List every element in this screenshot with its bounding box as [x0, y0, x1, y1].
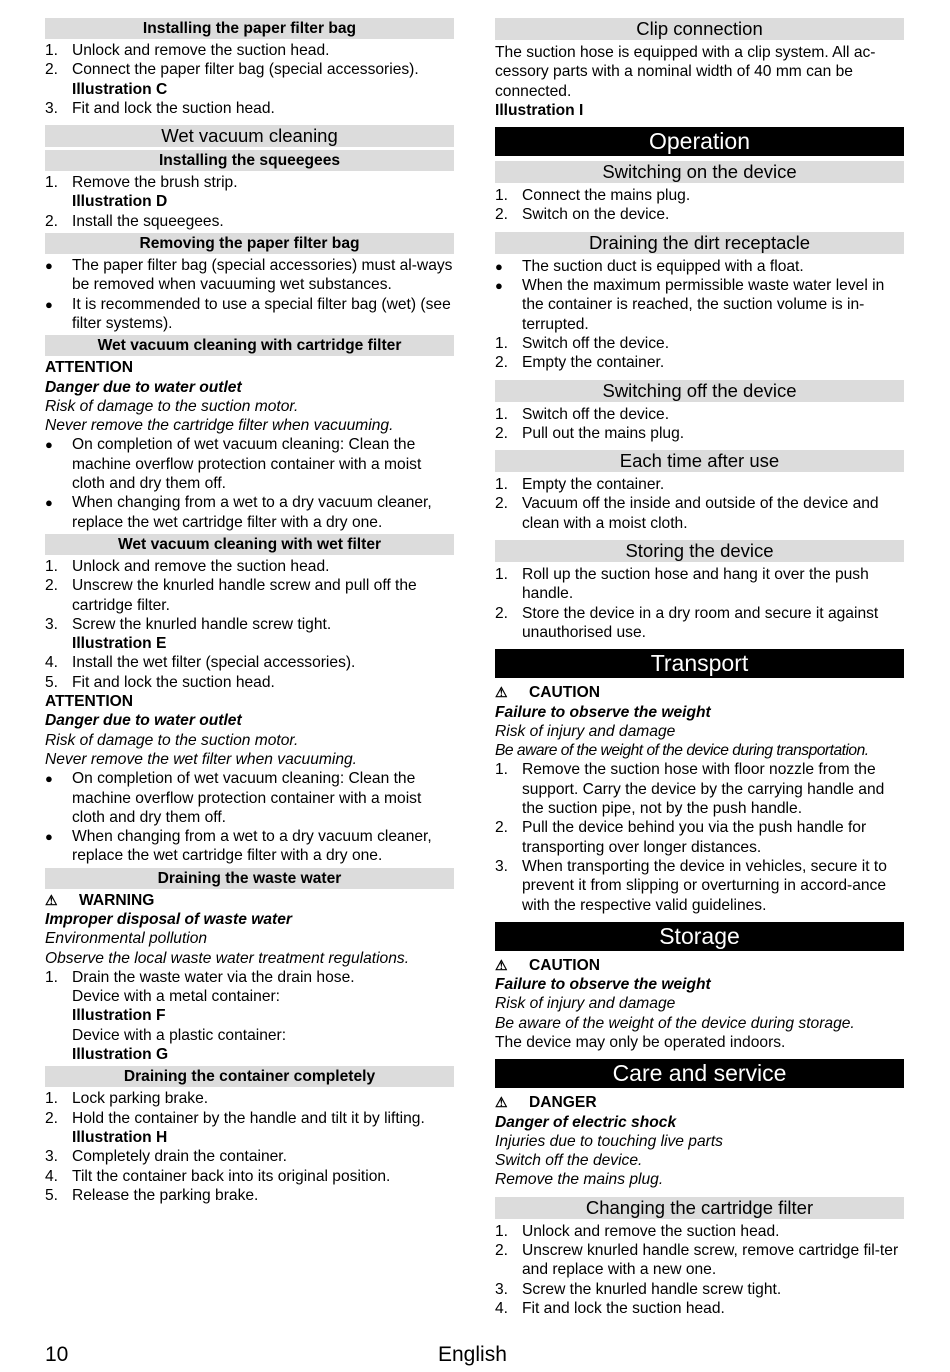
danger-label: ⚠ DANGER — [495, 1094, 597, 1112]
caution-label: ⚠ CAUTION — [495, 684, 601, 702]
section-heading: Wet vacuum cleaning with cartridge filter — [45, 335, 454, 356]
list-item: 1. Empty the container. — [495, 476, 665, 494]
risk-text: Risk of damage to the suction motor. — [45, 731, 299, 749]
instruction-text: Remove the mains plug. — [495, 1171, 664, 1189]
list-item: 5. Fit and lock the suction head. — [45, 673, 275, 691]
list-item: 2. Switch on the device. — [495, 206, 670, 224]
page-number: 10 — [45, 1343, 69, 1366]
bullet-item: ● The suction duct is equipped with a float. — [495, 257, 804, 275]
right-column — [495, 18, 904, 1318]
chapter-heading: Care and service — [495, 1059, 904, 1088]
list-item: 5. Release the parking brake. — [45, 1186, 259, 1204]
list-item: 2. Pull the device behind you via the push handle for transporting over longer distances. — [495, 819, 867, 856]
section-heading: Switching on the device — [495, 161, 904, 183]
list-item: 4. Fit and lock the suction head. — [495, 1299, 725, 1317]
paragraph: The device may only be operated indoors. — [495, 1033, 786, 1051]
list-item: 4. Install the wet filter (special accessories). — [45, 654, 356, 672]
list-item: 1. Unlock and remove the suction head. — [45, 42, 330, 59]
list-item: 3. Screw the knurled handle screw tight. — [495, 1280, 782, 1298]
list-item: 2. Unscrew knurled handle screw, remove cartridge fil-ter and replace with a new one. — [495, 1242, 899, 1279]
bullet-item: ● When the maximum permissible waste water level in the container is reached, the suction volume is in-terrupted. — [495, 277, 885, 333]
warning-icon: ⚠ — [495, 684, 508, 701]
list-item: 2. Pull out the mains plug. — [495, 424, 685, 442]
list-item: 3. Fit and lock the suction head. — [45, 99, 275, 117]
bullet-item: ● The paper filter bag (special accessories) must al-ways be removed when vacuuming wet substances. — [45, 257, 453, 294]
list-item: 2. Connect the paper filter bag (special accessories). Illustration C — [45, 61, 419, 98]
footer-language: English — [438, 1343, 507, 1366]
list-item: 1. Lock parking brake. — [45, 1090, 209, 1108]
section-heading: Wet vacuum cleaning with wet filter — [45, 534, 454, 555]
list-item: 1. Unlock and remove the suction head. — [495, 1222, 780, 1240]
bullet-icon: ● — [45, 296, 53, 312]
danger-title: Danger due to water outlet — [45, 712, 242, 730]
danger-title: Danger due to water outlet — [45, 378, 242, 396]
list-item: 1. Switch off the device. — [495, 334, 670, 352]
section-heading: Draining the container completely — [45, 1066, 454, 1087]
illustration-ref: Illustration F — [72, 1007, 166, 1025]
risk-text: Risk of injury and damage — [495, 995, 676, 1013]
instruction-text: Never remove the cartridge filter when vacuuming. — [45, 417, 394, 435]
illustration-ref: Illustration I — [495, 101, 584, 119]
paragraph: The suction hose is equipped with a clip system. All ac-cessory parts with a nominal width of 40 mm can be connected. — [495, 44, 876, 100]
list-item: 2. Vacuum off the inside and outside of the device and clean with a moist cloth. — [495, 495, 879, 532]
danger-title: Failure to observe the weight — [495, 703, 711, 721]
bullet-icon: ● — [495, 258, 503, 274]
list-item: 2. Store the device in a dry room and secure it against unauthorised use. — [495, 604, 879, 641]
danger-title: Danger of electric shock — [495, 1113, 677, 1131]
list-item: 1. Remove the brush strip. Illustration D — [45, 174, 238, 211]
list-item: 2. Empty the container. — [495, 354, 665, 372]
risk-text: Risk of damage to the suction motor. — [45, 397, 299, 415]
illustration-ref: Illustration C — [72, 80, 168, 98]
section-heading: Draining the waste water — [45, 868, 454, 889]
risk-text: Risk of injury and damage — [495, 722, 676, 740]
chapter-heading: Clip connection — [495, 18, 904, 40]
danger-title: Improper disposal of waste water — [45, 910, 292, 928]
illustration-ref: Illustration E — [72, 635, 167, 653]
section-heading: Changing the cartridge filter — [495, 1197, 904, 1219]
instruction-text: Switch off the device. — [495, 1152, 643, 1170]
section-heading: Storing the device — [495, 540, 904, 562]
instruction-text: Observe the local waste water treatment regulations. — [45, 949, 410, 967]
risk-text: Environmental pollution — [45, 930, 208, 948]
list-item: 1. Remove the suction hose with floor nozzle from the support. Carry the device by the carrying handle and the suction pipe, not by the push handle. — [495, 761, 885, 818]
list-item: 2. Hold the container by the handle and tilt it by lifting. Illustration H — [45, 1109, 425, 1146]
warning-icon: ⚠ — [45, 891, 58, 908]
caution-label: ⚠ CAUTION — [495, 956, 601, 974]
warning-label: ⚠ WARNING — [45, 891, 155, 909]
bullet-item: ● When changing from a wet to a dry vacuum cleaner, replace the wet cartridge filter with a dry one. — [45, 828, 432, 865]
bullet-item: ● It is recommended to use a special filter bag (wet) (see filter systems). — [45, 295, 451, 332]
illustration-ref: Illustration D — [72, 193, 168, 211]
bullet-icon: ● — [45, 437, 53, 453]
chapter-heading: Storage — [495, 922, 904, 951]
list-item: 1. Connect the mains plug. — [495, 187, 691, 205]
section-heading: Draining the dirt receptacle — [495, 232, 904, 254]
list-item: 1. Unlock and remove the suction head. — [45, 557, 330, 575]
instruction-text: Be aware of the weight of the device during storage. — [495, 1014, 855, 1032]
risk-text: Injuries due to touching live parts — [495, 1132, 723, 1150]
chapter-heading: Wet vacuum cleaning — [45, 125, 454, 147]
attention-label: ATTENTION — [45, 359, 134, 377]
illustration-ref: Illustration G — [72, 1046, 169, 1064]
list-item: 3. Completely drain the container. — [45, 1148, 287, 1166]
bullet-icon: ● — [45, 771, 53, 787]
bullet-item: ● On completion of wet vacuum cleaning: Clean the machine overflow protection container with a moist cloth and dry them off. — [45, 436, 422, 493]
bullet-item: ● On completion of wet vacuum cleaning: Clean the machine overflow protection container with a moist cloth and dry them off. — [45, 770, 422, 826]
illustration-ref: Illustration H — [72, 1128, 168, 1146]
list-item: 3. Screw the knurled handle screw tight. Illustration E — [45, 615, 332, 653]
list-item: 4. Tilt the container back into its original position. — [45, 1167, 391, 1185]
section-heading: Removing the paper filter bag — [45, 233, 454, 254]
danger-title: Failure to observe the weight — [495, 976, 711, 994]
list-item: 2. Install the squeegees. — [45, 212, 224, 230]
list-item: 1. Roll up the suction hose and hang it over the push handle. — [495, 566, 869, 603]
left-column — [45, 18, 454, 1205]
warning-icon: ⚠ — [495, 956, 508, 973]
chapter-heading: Operation — [495, 127, 904, 156]
instruction-text: Be aware of the weight of the device during transportation. — [495, 742, 869, 760]
bullet-item: ● When changing from a wet to a dry vacuum cleaner, replace the wet cartridge filter with a dry one. — [45, 494, 432, 531]
list-item: 3. When transporting the device in vehicles, secure it to prevent it from slipping or overturning in accord-ance with the respective valid guidelines. — [495, 857, 887, 914]
list-item: 1. Drain the waste water via the drain hose. Device with a metal container: Illustration F Device with a plastic container: Illustration G — [45, 968, 355, 1064]
bullet-icon: ● — [495, 278, 503, 294]
chapter-heading: Transport — [495, 649, 904, 678]
list-item: 2. Unscrew the knurled handle screw and pull off the cartridge filter. — [45, 577, 417, 614]
bullet-icon: ● — [45, 829, 53, 845]
warning-icon: ⚠ — [495, 1094, 508, 1111]
list-item: 1. Switch off the device. — [495, 405, 670, 423]
instruction-text: Never remove the wet filter when vacuuming. — [45, 750, 358, 768]
section-heading: Installing the paper filter bag — [45, 18, 454, 39]
section-heading: Installing the squeegees — [45, 150, 454, 171]
bullet-icon: ● — [45, 258, 53, 274]
section-heading: Switching off the device — [495, 380, 904, 402]
section-heading: Each time after use — [495, 450, 904, 472]
bullet-icon: ● — [45, 495, 53, 511]
attention-label: ATTENTION — [45, 693, 134, 711]
